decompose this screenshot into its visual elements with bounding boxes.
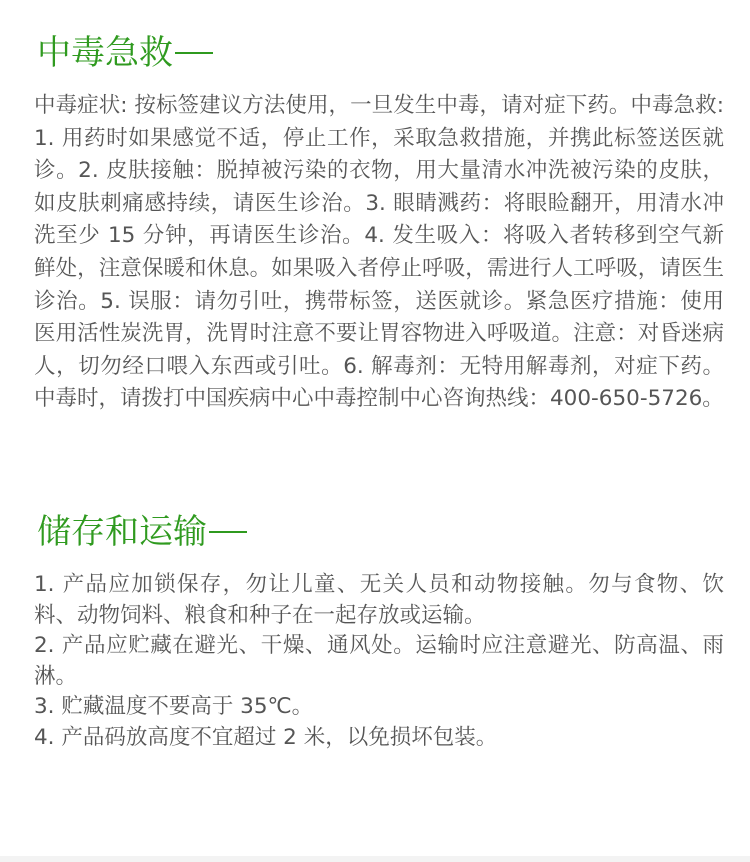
- heading-dash-decoration: [175, 52, 213, 54]
- storage-item: 1. 产品应加锁保存，勿让儿童、无关人员和动物接触。勿与食物、饮料、动物饲料、粮食和种子在一起存放或运输。: [34, 572, 724, 628]
- storage-heading-text: 储存和运输: [37, 512, 207, 552]
- storage-item: 4. 产品码放高度不宜超过 2 米，以免损坏包装。: [34, 724, 498, 750]
- storage-list: [34, 570, 724, 753]
- poisoning-heading-text: 中毒急救: [37, 33, 173, 73]
- poisoning-paragraph: 中毒症状: 按标签建议方法使用，一旦发生中毒，请对症下药。中毒急救: 1. 用药时如果感觉不适，停止工作，采取急救措施，并携此标签送医就诊。2. 皮肤接触：脱掉被污染的衣物，用大量清水冲洗被污染的皮肤，如皮肤刺痛感持续，请医生诊治。3. 眼睛溅药：将眼睑翻开，用清水冲洗至少 15 分钟，再请医生诊治。4. 发生吸入：将吸入者转移到空气新鲜处，注意保暖和休息。如果吸入者停止呼吸，需进行人工呼吸，请医生诊治。5. 误服：请勿引吐，携带标签，送医就诊。紧急医疗措施：使用医用活性炭洗胃，洗胃时注意不要让胃容物进入呼吸道。注意：对昏迷病人，切勿经口喂入东西或引吐。6. 解毒剂：无特用解毒剂，对症下药。中毒时，请拨打中国疾病中心中毒控制中心咨询热线：400-650-5726。: [34, 93, 724, 412]
- heading-dash-decoration: [209, 531, 247, 533]
- storage-heading: [37, 512, 247, 552]
- storage-item: 3. 贮藏温度不要高于 35℃。: [34, 694, 314, 719]
- storage-item: 2. 产品应贮藏在避光、干燥、通风处。运输时应注意避光、防高温、雨淋。: [34, 633, 724, 689]
- bottom-divider: [0, 856, 750, 862]
- poisoning-heading: [37, 33, 213, 73]
